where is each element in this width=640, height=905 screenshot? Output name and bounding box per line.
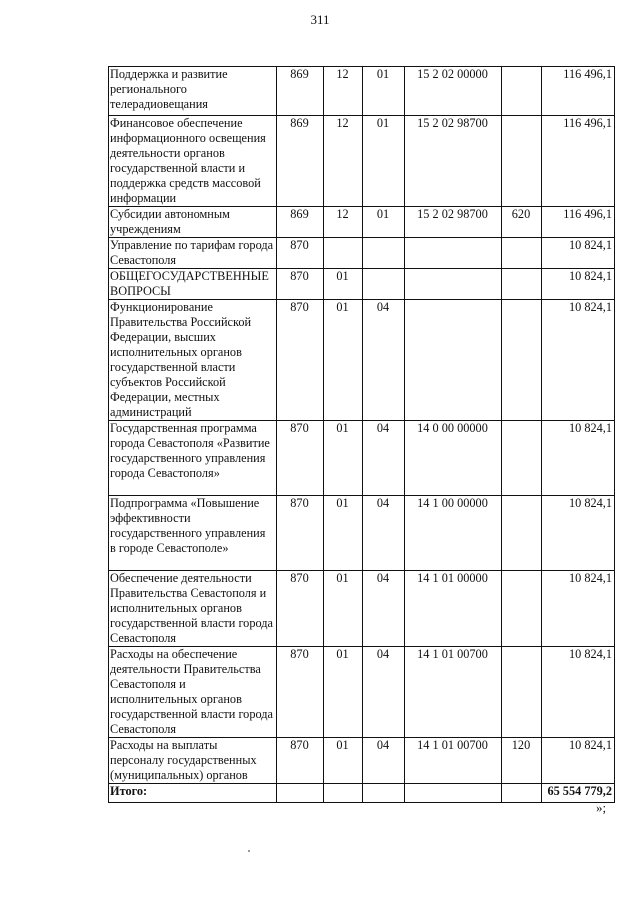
row-expense-type-code (502, 421, 542, 496)
row-section-code (324, 238, 363, 269)
row-expense-type-code (502, 67, 542, 116)
table-row (109, 207, 615, 238)
row-name: Государственная программа города Севастополя «Развитие государственного управления города Севастополя» (109, 421, 277, 496)
row-ministry-code: 869 (277, 67, 324, 116)
closing-quote: »; (596, 800, 607, 815)
row-ministry-code: 870 (277, 238, 324, 269)
row-target-code: 14 0 00 00000 (405, 421, 502, 496)
row-subsection-code: 04 (363, 738, 405, 784)
row-expense-type-code: 620 (502, 207, 542, 238)
row-ministry-code: 870 (277, 738, 324, 784)
table-row (109, 238, 615, 269)
row-name: Обеспечение деятельности Правительства Севастополя и исполнительных органов государственной власти города Севастополя (109, 571, 277, 647)
table-row (109, 300, 615, 421)
table-row (109, 116, 615, 207)
row-target-code: 14 1 00 00000 (405, 496, 502, 571)
page-number: 311 (310, 12, 330, 27)
row-section-code: 01 (324, 496, 363, 571)
row-ministry-code: 870 (277, 269, 324, 300)
row-name: Субсидии автономным учреждениям (109, 207, 277, 238)
row-section-code: 12 (324, 207, 363, 238)
row-name: Поддержка и развитие регионального телерадиовещания (109, 67, 277, 116)
row-name: Подпрограмма «Повышение эффективности государственного управления в городе Севастополе» (109, 496, 277, 571)
table-row (109, 496, 615, 571)
row-amount: 10 824,1 (542, 738, 615, 784)
row-amount: 116 496,1 (542, 67, 615, 116)
row-amount: 10 824,1 (542, 496, 615, 571)
row-ministry-code: 870 (277, 421, 324, 496)
row-subsection-code: 01 (363, 207, 405, 238)
row-target-code: 14 1 01 00700 (405, 647, 502, 738)
row-ministry-code: 870 (277, 496, 324, 571)
row-amount: 10 824,1 (542, 238, 615, 269)
row-expense-type-code (502, 238, 542, 269)
row-subsection-code: 04 (363, 647, 405, 738)
row-section-code: 01 (324, 738, 363, 784)
row-name: Расходы на обеспечение деятельности Правительства Севастополя и исполнительных органов государственной власти города Севастополя (109, 647, 277, 738)
total-amount: 65 554 779,2 (542, 784, 615, 803)
row-expense-type-code: 120 (502, 738, 542, 784)
row-amount: 116 496,1 (542, 116, 615, 207)
table-row (109, 269, 615, 300)
table-row (109, 738, 615, 784)
row-ministry-code: 869 (277, 116, 324, 207)
row-section-code: 01 (324, 421, 363, 496)
row-expense-type-code (502, 496, 542, 571)
row-amount: 116 496,1 (542, 207, 615, 238)
total-empty-expense-type (502, 784, 542, 803)
row-name: Управление по тарифам города Севастополя (109, 238, 277, 269)
row-target-code: 15 2 02 98700 (405, 207, 502, 238)
row-section-code: 01 (324, 300, 363, 421)
row-name: Финансовое обеспечение информационного освещения деятельности органов государственной власти и поддержка средств массовой информации (109, 116, 277, 207)
row-section-code: 01 (324, 647, 363, 738)
row-subsection-code: 04 (363, 300, 405, 421)
row-subsection-code: 04 (363, 496, 405, 571)
row-section-code: 12 (324, 116, 363, 207)
row-section-code: 01 (324, 571, 363, 647)
total-row (109, 784, 615, 803)
table-row (109, 67, 615, 116)
budget-table (108, 66, 615, 803)
row-ministry-code: 869 (277, 207, 324, 238)
row-expense-type-code (502, 647, 542, 738)
row-name: Функционирование Правительства Российской Федерации, высших исполнительных органов государственной власти субъектов Российской Федерации, местных администраций (109, 300, 277, 421)
total-empty-ministry (277, 784, 324, 803)
row-subsection-code (363, 238, 405, 269)
row-name: Расходы на выплаты персоналу государственных (муниципальных) органов (109, 738, 277, 784)
row-subsection-code (363, 269, 405, 300)
row-expense-type-code (502, 116, 542, 207)
row-target-code: 14 1 01 00700 (405, 738, 502, 784)
row-target-code (405, 269, 502, 300)
row-amount: 10 824,1 (542, 421, 615, 496)
row-ministry-code: 870 (277, 571, 324, 647)
row-target-code (405, 238, 502, 269)
row-section-code: 01 (324, 269, 363, 300)
row-amount: 10 824,1 (542, 300, 615, 421)
row-subsection-code: 04 (363, 421, 405, 496)
row-amount: 10 824,1 (542, 647, 615, 738)
total-label: Итого: (109, 784, 277, 803)
row-ministry-code: 870 (277, 647, 324, 738)
table-row (109, 647, 615, 738)
row-target-code: 15 2 02 98700 (405, 116, 502, 207)
scan-dot (248, 850, 250, 852)
row-subsection-code: 04 (363, 571, 405, 647)
row-amount: 10 824,1 (542, 571, 615, 647)
row-section-code: 12 (324, 67, 363, 116)
row-target-code: 15 2 02 00000 (405, 67, 502, 116)
row-subsection-code: 01 (363, 67, 405, 116)
row-target-code: 14 1 01 00000 (405, 571, 502, 647)
row-target-code (405, 300, 502, 421)
table-row (109, 421, 615, 496)
total-empty-section (324, 784, 363, 803)
row-ministry-code: 870 (277, 300, 324, 421)
row-expense-type-code (502, 300, 542, 421)
table-body (109, 67, 615, 803)
row-name: ОБЩЕГОСУДАРСТВЕННЫЕ ВОПРОСЫ (109, 269, 277, 300)
table-row (109, 571, 615, 647)
row-subsection-code: 01 (363, 116, 405, 207)
row-amount: 10 824,1 (542, 269, 615, 300)
row-expense-type-code (502, 571, 542, 647)
total-empty-subsection (363, 784, 405, 803)
total-empty-target (405, 784, 502, 803)
row-expense-type-code (502, 269, 542, 300)
